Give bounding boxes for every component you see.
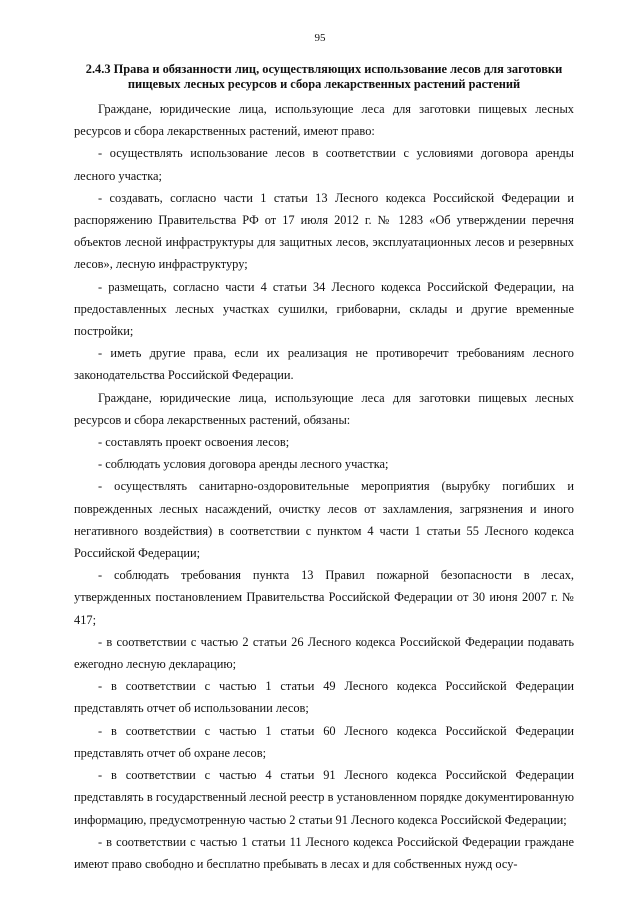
paragraph-duty-protection-report: - в соответствии с частью 1 статьи 60 Лесного кодекса Российской Федерации представлять отчет об охране лесов; xyxy=(74,723,574,760)
paragraph-duty-declaration: - в соответствии с частью 2 статьи 26 Лесного кодекса Российской Федерации подавать ежегодно лесную декларацию; xyxy=(74,634,574,672)
paragraph-duty-forest-registry: - в соответствии с частью 4 статьи 91 Лесного кодекса Российской Федерации представлять в государственный лесной реестр в установленном порядке документированную информацию, предусмотренную частью 2 статьи 91 Лесного кодекса Российской Федерации; xyxy=(74,768,574,827)
paragraph-duty-sanitary: - осуществлять санитарно-оздоровительные мероприятия (вырубку погибших и поврежденных лесных насаждений, очистку лесов от захламления, загрязнения и иного негативного воздействия) в соответствии с пунктом 4 части 1 статьи 55 Лесного кодекса Российской Федерации; xyxy=(74,479,574,561)
paragraph-rights-intro: Граждане, юридические лица, использующие леса для заготовки пищевых лесных ресурсов и сбора лекарственных растений, имеют право: xyxy=(74,102,574,139)
paragraph-citizens-rights: - в соответствии с частью 1 статьи 11 Лесного кодекса Российской Федерации граждане имеют право свободно и бесплатно пребывать в лесах и для собственных нужд осу- xyxy=(74,834,574,871)
paragraph-right-create-infrastructure: - создавать, согласно части 1 статьи 13 Лесного кодекса Российской Федерации и распоряжению Правительства РФ от 17 июля 2012 г. № 1283 «Об утверждении перечня объектов лесной инфраструктуры для защитных лесов, эксплуатационных лесов и резервных лесов», лесную инфраструктуру; xyxy=(74,190,574,272)
paragraph-right-use-forests: - осуществлять использование лесов в соответствии с условиями договора аренды лесного участка; xyxy=(74,146,574,183)
paragraph-duty-fire-safety: - соблюдать требования пункта 13 Правил пожарной безопасности в лесах, утвержденных постановлением Правительства Российской Федерации от 30 июня 2007 г. № 417; xyxy=(74,568,574,627)
paragraph-obligations-intro: Граждане, юридические лица, использующие леса для заготовки пищевых лесных ресурсов и сбора лекарственных растений, обязаны: xyxy=(74,390,574,427)
document-body xyxy=(74,62,574,875)
paragraph-right-other: - иметь другие права, если их реализация не противоречит требованиям лесного законодательства Российской Федерации. xyxy=(74,346,574,383)
section-title: 2.4.3 Права и обязанности лиц, осуществляющих использование лесов для заготовки пищевых лесных ресурсов и сбора лекарственных растений растений xyxy=(85,62,563,91)
paragraph-duty-usage-report: - в соответствии с частью 1 статьи 49 Лесного кодекса Российской Федерации представлять отчет об использовании лесов; xyxy=(74,679,574,716)
paragraph-right-place-buildings: - размещать, согласно части 4 статьи 34 Лесного кодекса Российской Федерации, на предоставленных лесных участках сушилки, грибоварни, склады и другие временные постройки; xyxy=(74,279,574,339)
page-number: 95 xyxy=(314,32,326,44)
paragraph-duty-lease-terms: - соблюдать условия договора аренды лесного участка; xyxy=(98,457,389,472)
paragraph-duty-project: - составлять проект освоения лесов; xyxy=(98,435,290,450)
